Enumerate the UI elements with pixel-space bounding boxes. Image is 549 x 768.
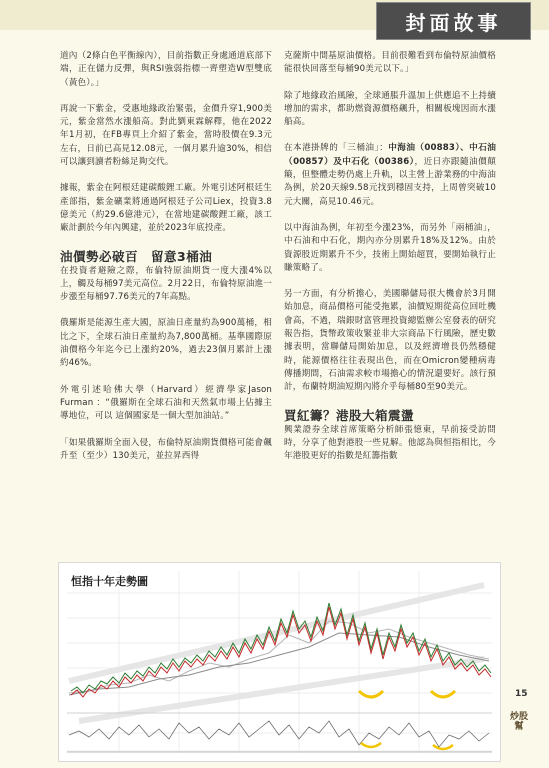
paragraph: 興業證券全球首席策略分析師張憶東，早前接受訪問時，分享了他對港股一些見解。他認為與恒指相比，今年港股更好的指數是紅籌指數 (284, 424, 496, 462)
section-title: 封面故事 (405, 10, 502, 35)
stock-list: 中海油（00883）、中石油（00857）及中石化（00386） (284, 143, 496, 167)
brand-logo: 炒股幫 (510, 712, 529, 732)
hsi-chart-image (58, 562, 501, 762)
section-heading: 買紅籌？港股大箱震盪 (284, 407, 415, 423)
page-number: 15 (515, 689, 528, 699)
left-column (60, 50, 272, 463)
paragraph: 另一方面，有分析擔心，美國聯儲局很大機會於3月開始加息，商品價格可能受拖累，油價短期從高位回吐機會高，不過，瑞銀財富管理投資總監辦公室發表的研究報告指，貨幣政策收緊並非大宗商品下行風險，歷史數據表明，當聯儲局開始加息，以及經濟增長仍然穩健時，能源價格往往表現出色，而在Omicron變種病毒傳播期間，石油需求較市場擔心的情況還要好。該行預計，布蘭特期油短期內將介乎每桶80至90美元。 (284, 289, 496, 393)
paragraph: 在投資者避險之際，布倫特原油期貨一度大漲4%以上，觸及每桶97美元高位。2月22日，布倫特原油進一步漲至每桶97.76美元的7年高點。 (60, 265, 272, 303)
paragraph: 再說一下紫金，受惠地緣政治緊張，金價升穿1,900美元，紫金當然水漲船高。對此劉東霖解釋，他在2022年1月初，在FB專頁上介紹了紫金，當時股價在9.3元左右，日前已高見12.08元，一個月累升逾30%，相信可以讓到讀者粉絲足夠交代。 (60, 103, 272, 168)
paragraph: 除了地緣政治風險，全球通脹升溫加上供應追不上持續增加的需求，都助燃資源價格飆升，相關板塊因而水漲船高。 (284, 90, 496, 128)
section-heading: 油價勢必破百 留意3桶油 (60, 248, 213, 264)
paragraph: 外電引述哈佛大學（Harvard）經濟學家Jason Furman ：“俄羅斯在全球石油和天然氣市場上佔據主導地位，可以 這個國家是一個大型加油站。” (60, 384, 272, 422)
text-span: ，近日亦跟隨油價顛簸，但整體走勢仍處上升軌，以主營上游業務的中海油為例，於20天線9.58元找到穩固支持，上周曾突破10元大關，高見10.46元。 (284, 156, 496, 207)
right-column (284, 50, 496, 463)
chart-title: 恒指十年走勢圖 (71, 575, 148, 588)
section-title-tab (376, 2, 531, 40)
paragraph (284, 142, 496, 208)
chart-graphic (59, 563, 500, 761)
paragraph: 「如果俄羅斯全面入侵，布倫特原油期貨價格可能會飆升至（至少）130美元，並拉昇西得 (60, 437, 272, 461)
paragraph: 道內（2條白色平衡線內），目前指數正身處通道底部下端，正在儲力反彈，與RSI強弱指標一齊塑造W型雙底（黃色）。」 (60, 51, 272, 88)
text-span: 在本港掛牌的「三桶油」： (284, 143, 389, 154)
paragraph: 俄羅斯是能源生產大國，原油日產量約為900萬桶，相比之下，全球石油日產量約為7,800萬桶。基準國際原油價格今年迄今已上漲約20%，過去23個月累計上漲約46%。 (60, 318, 272, 369)
paragraph: 克薩斯中間基原油價格。目前很難看到布倫特原油價格能很快回落至每桶90美元以下。」 (284, 51, 496, 75)
paragraph: 以中海油為例，年初至今漲23%，而另外「兩桶油」，中石油和中石化，期內亦分別累升18%及12%。由於資源股近期累升不少，技術上開始超買，要開始執行止賺策略了。 (284, 222, 496, 273)
paragraph: 據報，紫金在阿根廷建碳酸鋰工廠。外電引述阿根廷生產部指，紫金礦業將通過阿根廷子公司Liex，投資3.8億美元（約29.6億港元），在當地建碳酸鋰工廠，該工廠計劃於今年內興建，並於2023年底投產。 (60, 183, 272, 234)
